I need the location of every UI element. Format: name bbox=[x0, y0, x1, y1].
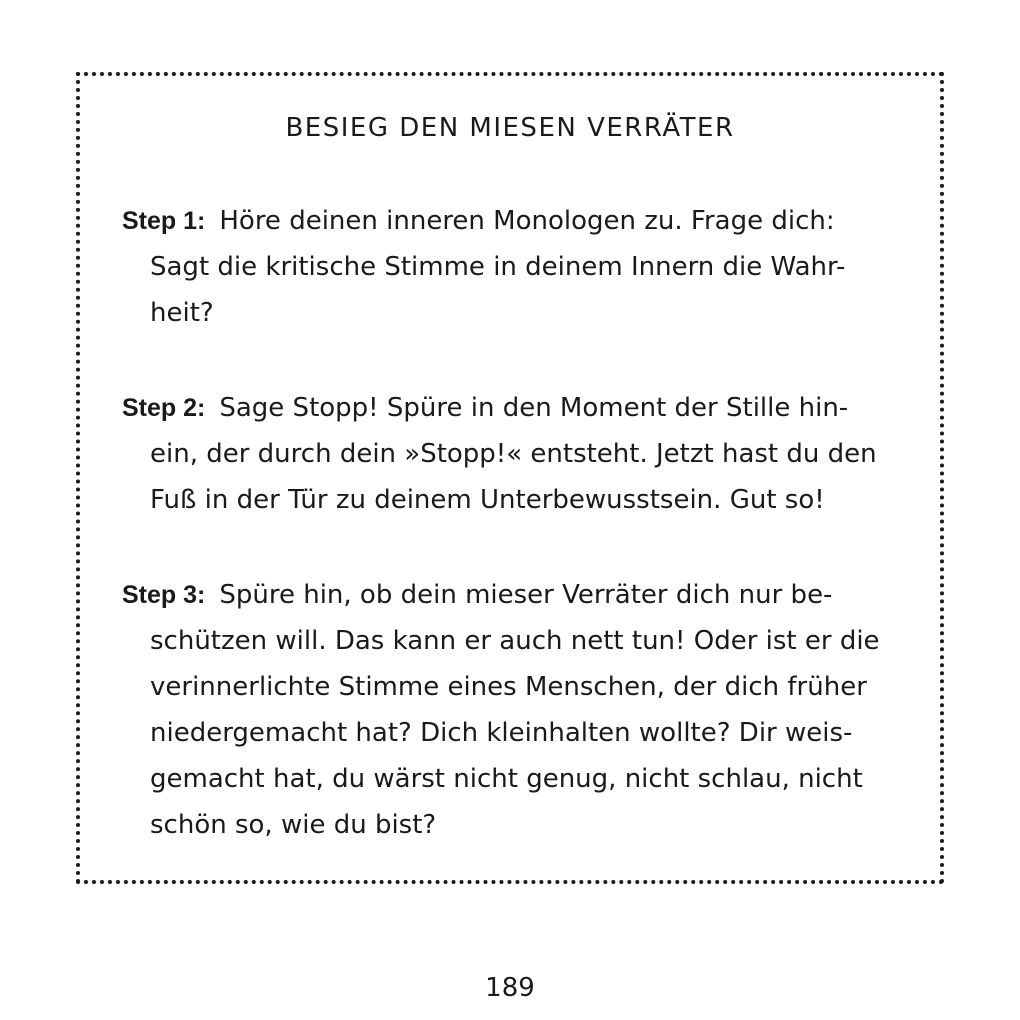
step-2 bbox=[122, 385, 922, 523]
step-2-text-line: Sage Stopp! Spüre in den Moment der Stille hin- bbox=[219, 393, 849, 423]
step-3-text-line: niedergemacht hat? Dich kleinhalten wollte? Dir weis- bbox=[150, 718, 853, 748]
step-1-text-line: heit? bbox=[150, 298, 214, 328]
step-1-label: Step 1: bbox=[122, 207, 206, 235]
step-3-text-line: schützen will. Das kann er auch nett tun! Oder ist er die bbox=[150, 626, 880, 656]
step-2-text-line: Fuß in der Tür zu deinem Unterbewusstsein. Gut so! bbox=[150, 485, 825, 515]
step-2-first-line bbox=[122, 385, 922, 431]
step-3-text-line: verinnerlichte Stimme eines Menschen, der dich früher bbox=[150, 672, 867, 702]
step-1 bbox=[122, 198, 922, 336]
step-3-text-line: Spüre hin, ob dein mieser Verräter dich nur be- bbox=[219, 580, 833, 610]
step-2-label: Step 2: bbox=[122, 394, 206, 422]
step-1-text-line: Sagt die kritische Stimme in deinem Innern die Wahr- bbox=[150, 252, 846, 282]
step-3 bbox=[122, 572, 922, 848]
step-2-text-line: ein, der durch dein »Stopp!« entsteht. Jetzt hast du den bbox=[150, 439, 877, 469]
page-number: 189 bbox=[485, 973, 535, 1003]
step-1-text-line: Höre deinen inneren Monologen zu. Frage dich: bbox=[219, 206, 835, 236]
step-3-text-line: gemacht hat, du wärst nicht genug, nicht schlau, nicht bbox=[150, 764, 863, 794]
page-title: BESIEG DEN MIESEN VERRÄTER bbox=[285, 113, 735, 143]
step-3-first-line bbox=[122, 572, 922, 618]
step-3-label: Step 3: bbox=[122, 581, 206, 609]
step-1-first-line bbox=[122, 198, 922, 244]
step-3-text-line: schön so, wie du bist? bbox=[150, 810, 437, 840]
